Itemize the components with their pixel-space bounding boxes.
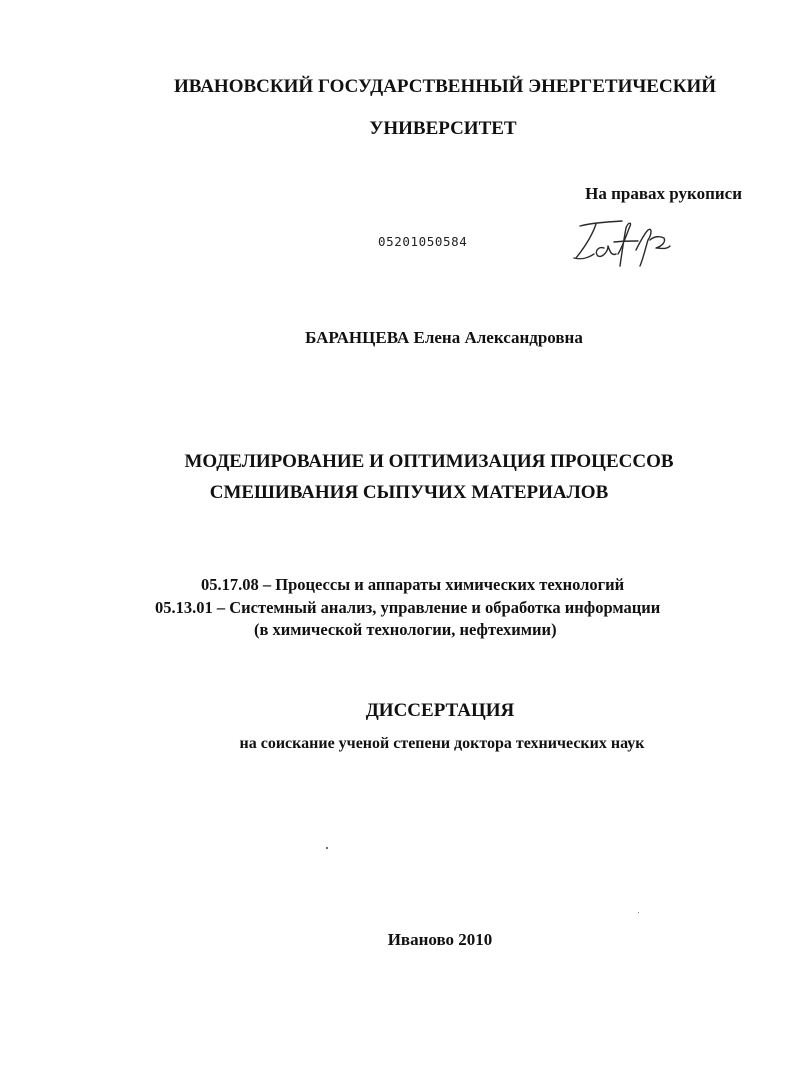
dissertation-title-line2: СМЕШИВАНИЯ СЫПУЧИХ МАТЕРИАЛОВ (209, 482, 609, 503)
specialty-line: 05.17.08 – Процессы и аппараты химических технологий (201, 575, 625, 594)
specialty-line: 05.13.01 – Системный анализ, управление и обработка информации (155, 598, 661, 617)
place-and-year: Иваново 2010 (387, 930, 493, 949)
scan-speck (638, 912, 639, 913)
document-type: ДИССЕРТАЦИЯ (365, 700, 515, 721)
scan-speck (326, 847, 328, 849)
university-name-line2: УНИВЕРСИТЕТ (369, 118, 517, 139)
author-name: БАРАНЦЕВА Елена Александровна (305, 328, 583, 347)
university-name-line1: ИВАНОВСКИЙ ГОСУДАРСТВЕННЫЙ ЭНЕРГЕТИЧЕСКИЙ (173, 76, 717, 97)
manuscript-note: На правах рукописи (585, 184, 742, 203)
dissertation-title-line1: МОДЕЛИРОВАНИЕ И ОПТИМИЗАЦИЯ ПРОЦЕССОВ (184, 451, 674, 472)
degree-statement: на соискание ученой степени доктора технических наук (239, 735, 645, 752)
handwritten-signature (566, 214, 678, 272)
specialty-note: (в химической технологии, нефтехимии) (254, 620, 557, 639)
document-code: 05201050584 (378, 234, 468, 249)
